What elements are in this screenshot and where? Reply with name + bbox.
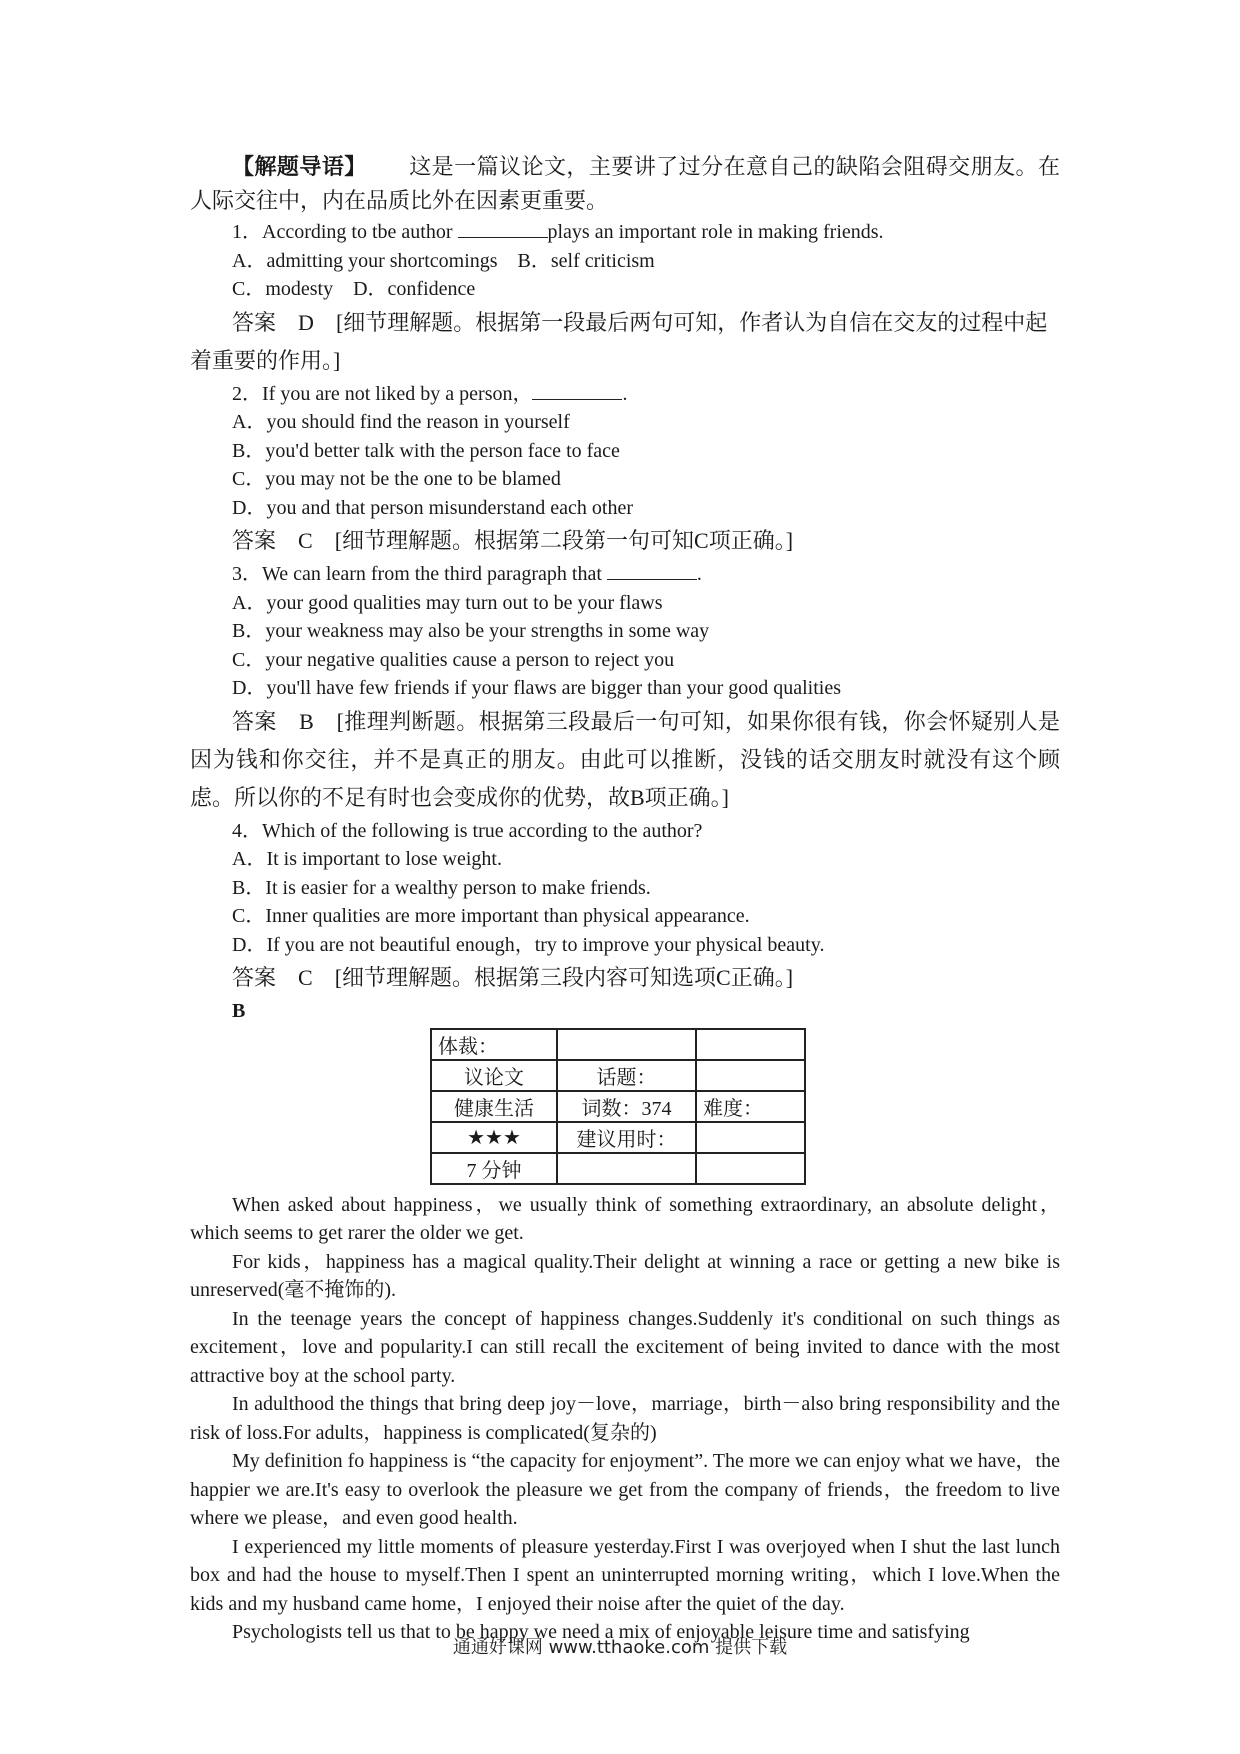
question-2 bbox=[190, 380, 1060, 561]
passage-paragraph: In the teenage years the concept of happiness changes.Suddenly it's conditional on such things as excitement，love and popularity.I can still recall the excitement of being invited to dance with the most attractive boy at the school party. bbox=[190, 1307, 1060, 1387]
passage-info-table bbox=[430, 1028, 806, 1185]
question-4 bbox=[190, 817, 1060, 998]
passage-b bbox=[190, 1191, 1080, 1647]
table-cell bbox=[557, 1029, 696, 1060]
question-stem: 1．According to tbe author plays an important role in making friends. bbox=[232, 221, 884, 243]
table-cell bbox=[557, 1153, 696, 1184]
question-1 bbox=[190, 218, 1060, 380]
passage-paragraph: In adulthood the things that bring deep joy－love，marriage，birth－also bring responsibility and the risk of loss.For adults，happiness is complicated(复杂的) bbox=[190, 1393, 1060, 1444]
passage-paragraph: Psychologists tell us that to be happy we need a mix of enjoyable leisure time and satisfying bbox=[232, 1621, 970, 1643]
answer-key: D bbox=[298, 309, 314, 335]
option-a: A．It is important to lose weight. bbox=[232, 848, 502, 870]
answer-explanation: [细节理解题。根据第三段内容可知选项C正确。] bbox=[334, 965, 794, 990]
answer-explanation: [细节理解题。根据第二段第一句可知C项正确。] bbox=[334, 528, 794, 553]
option-c: C．your negative qualities cause a person to reject you bbox=[232, 648, 675, 671]
passage-paragraph: For kids，happiness has a magical quality.Their delight at winning a race or getting a new bike is unreserved(毫不掩饰的). bbox=[190, 1250, 1060, 1301]
table-cell: 话题： bbox=[557, 1060, 696, 1091]
answer-label: 答案 bbox=[232, 309, 277, 335]
option-c: C．Inner qualities are more important than physical appearance. bbox=[232, 905, 750, 927]
table-cell bbox=[696, 1153, 805, 1184]
table-cell: ★★★ bbox=[431, 1122, 557, 1153]
option-line: A．admitting your shortcomings B．self criticism bbox=[232, 249, 655, 272]
option-a: A．you should find the reason in yourself bbox=[232, 411, 570, 433]
section-b-label: B bbox=[232, 1000, 246, 1022]
question-3 bbox=[190, 560, 1060, 817]
option-d: D．you'll have few friends if your flaws are bigger than your good qualities bbox=[232, 677, 841, 699]
table-cell: 健康生活 bbox=[431, 1091, 557, 1122]
answer-key: C bbox=[298, 528, 313, 553]
guide-label: 【解题导语】 bbox=[232, 154, 367, 179]
table-row bbox=[431, 1153, 805, 1184]
answer-blank bbox=[458, 219, 548, 238]
passage-paragraph: I experienced my little moments of pleasure yesterday.First I was overjoyed when I shut the last lunch box and had the house to myself.Then I spent an uninterrupted morning writing，which I love.When the kids and my husband came home，I enjoyed their noise after the quiet of the day. bbox=[190, 1535, 1080, 1615]
table-cell: 难度： bbox=[696, 1091, 805, 1122]
answer-label: 答案 bbox=[232, 528, 277, 553]
option-b: B．It is easier for a wealthy person to make friends. bbox=[232, 876, 651, 899]
page-content bbox=[190, 150, 1080, 1647]
option-b: B．your weakness may also be your strengths in some way bbox=[232, 620, 710, 642]
table-row bbox=[431, 1029, 805, 1060]
question-stem: 4．Which of the following is true according to the author? bbox=[232, 819, 703, 842]
option-d: D．you and that person misunderstand each other bbox=[232, 496, 634, 519]
table-cell bbox=[696, 1122, 805, 1153]
page-footer: 通通好课网 www.tthaoke.com 提供下载 bbox=[452, 1637, 788, 1658]
answer-key: B bbox=[299, 708, 314, 734]
passage-info-table-wrap bbox=[430, 1028, 1060, 1185]
question-stem: 3．We can learn from the third paragraph that . bbox=[232, 563, 702, 585]
answer-explanation: [细节理解题。根据第一段最后两句可知，作者认为自信在交友的过程中起着重要的作用。] bbox=[190, 309, 1048, 373]
option-b: B．you'd better talk with the person face to face bbox=[232, 439, 620, 462]
table-cell: 词数：374 bbox=[557, 1091, 696, 1122]
table-cell: 议论文 bbox=[431, 1060, 557, 1091]
table-row bbox=[431, 1060, 805, 1091]
answer-blank bbox=[532, 381, 622, 400]
table-cell bbox=[696, 1060, 805, 1091]
answer-blank bbox=[607, 561, 697, 580]
option-c: C．you may not be the one to be blamed bbox=[232, 468, 561, 490]
guide-paragraph bbox=[190, 150, 1060, 218]
answer-line bbox=[190, 959, 1060, 997]
table-row bbox=[431, 1091, 805, 1122]
answer-label: 答案 bbox=[232, 708, 277, 734]
passage-paragraph: My definition fo happiness is “the capacity for enjoyment”. The more we can enjoy what we have，the happier we are.It's easy to overlook the pleasure we get from the company of friends，the freedom to live where we please，and even good health. bbox=[190, 1450, 1060, 1529]
table-cell bbox=[696, 1029, 805, 1060]
option-d: D．If you are not beautiful enough，try to improve your physical beauty. bbox=[232, 933, 825, 956]
question-stem: 2．If you are not liked by a person， . bbox=[232, 382, 628, 405]
answer-line bbox=[190, 522, 1060, 560]
answer-line bbox=[190, 304, 1060, 380]
option-line: C．modesty D．confidence bbox=[232, 278, 476, 300]
answer-explanation: [推理判断题。根据第三段最后一句可知，如果你很有钱，你会怀疑别人是因为钱和你交往，并不是真正的朋友。由此可以推断，没钱的话交朋友时就没有这个顾虑。所以你的不足有时也会变成你的优势，故B项正确。] bbox=[190, 708, 1060, 810]
option-a: A．your good qualities may turn out to be your flaws bbox=[232, 591, 663, 614]
table-cell: 建议用时： bbox=[557, 1122, 696, 1153]
table-row bbox=[431, 1122, 805, 1153]
answer-key: C bbox=[298, 965, 313, 990]
guide-text: 这是一篇议论文，主要讲了过分在意自己的缺陷会阻碍交朋友。在人际交往中，内在品质比外在因素更重要。 bbox=[190, 154, 1060, 213]
table-cell: 体裁： bbox=[431, 1029, 557, 1060]
table-cell: 7 分钟 bbox=[431, 1153, 557, 1184]
answer-label: 答案 bbox=[232, 965, 277, 990]
answer-line bbox=[190, 703, 1060, 817]
passage-paragraph: When asked about happiness，we usually think of something extraordinary, an absolute delight，which seems to get rarer the older we get. bbox=[190, 1193, 1060, 1244]
